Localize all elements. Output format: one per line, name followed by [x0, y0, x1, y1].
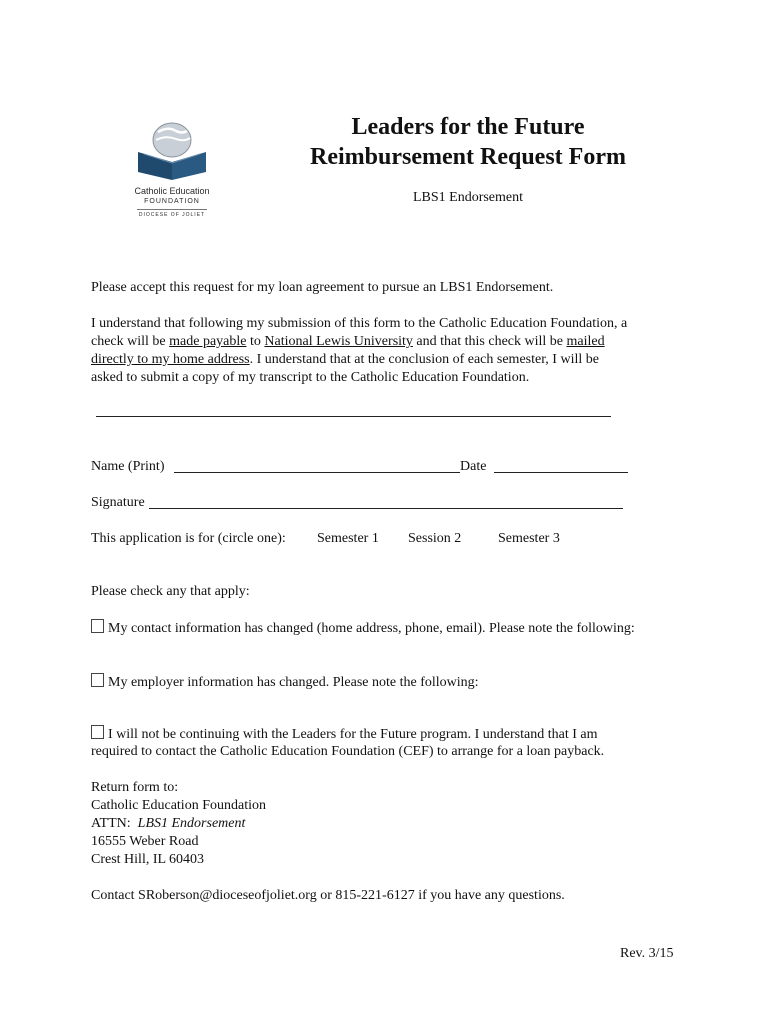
return-heading: Return form to:: [91, 780, 179, 795]
paragraph-line-1: I understand that following my submission of this form to the Catholic Education Foundation, a: [91, 316, 628, 331]
return-city: Crest Hill, IL 60403: [91, 852, 205, 867]
option-semester-3[interactable]: Semester 3: [498, 531, 560, 546]
option-semester-1[interactable]: Semester 1: [317, 531, 379, 546]
logo-divider: [137, 209, 207, 210]
logo-subname: FOUNDATION: [144, 198, 200, 205]
paragraph-line-4: asked to submit a copy of my transcript to the Catholic Education Foundation.: [91, 370, 530, 385]
intro-text: Please accept this request for my loan agreement to pursue an LBS1 Endorsement.: [91, 280, 554, 295]
paragraph-line-3: directly to my home address. I understand that at the conclusion of each semester, I will be: [91, 352, 599, 367]
foundation-logo: [132, 118, 212, 218]
return-street: 16555 Weber Road: [91, 834, 199, 849]
return-org: Catholic Education Foundation: [91, 798, 266, 813]
form-title-line2: Reimbursement Request Form: [310, 144, 626, 170]
form-subtitle: LBS1 Endorsement: [412, 190, 524, 205]
contact-info: Contact SRoberson@dioceseofjoliet.org or 815-221-6127 if you have any questions.: [91, 888, 565, 903]
name-label: Name (Print): [91, 459, 165, 474]
revision-label: Rev. 3/15: [620, 946, 674, 961]
signature-input-line[interactable]: [149, 508, 623, 509]
checkbox-contact[interactable]: [91, 619, 104, 633]
form-title-line1: Leaders for the Future: [351, 114, 585, 140]
checks-heading: Please check any that apply:: [91, 584, 250, 599]
date-input-line[interactable]: [494, 472, 628, 473]
checkbox-not-continuing[interactable]: [91, 725, 104, 739]
checkbox-employer[interactable]: [91, 673, 104, 687]
option-session-2[interactable]: Session 2: [408, 531, 462, 546]
book-globe-icon: [132, 118, 212, 184]
paragraph-line-2: check will be made payable to National Lewis University and that this check will be mailed: [91, 334, 605, 349]
check-item-not-continuing-line2: required to contact the Catholic Education Foundation (CEF) to arrange for a loan payback.: [91, 744, 605, 759]
check-item-not-continuing: I will not be continuing with the Leaders for the Future program. I understand that I am: [91, 725, 597, 744]
signature-label: Signature: [91, 495, 145, 510]
blank-line[interactable]: [96, 416, 611, 417]
return-attn: ATTN: LBS1 Endorsement: [91, 816, 246, 831]
date-label: Date: [460, 459, 487, 474]
check-item-employer: My employer information has changed. Please note the following:: [91, 673, 479, 692]
logo-name: Catholic Education: [134, 186, 210, 196]
application-label: This application is for (circle one):: [91, 531, 286, 546]
name-input-line[interactable]: [174, 472, 460, 473]
check-item-contact: My contact information has changed (home address, phone, email). Please note the following:: [91, 619, 635, 638]
logo-diocese: DIOCESE OF JOLIET: [138, 212, 206, 218]
